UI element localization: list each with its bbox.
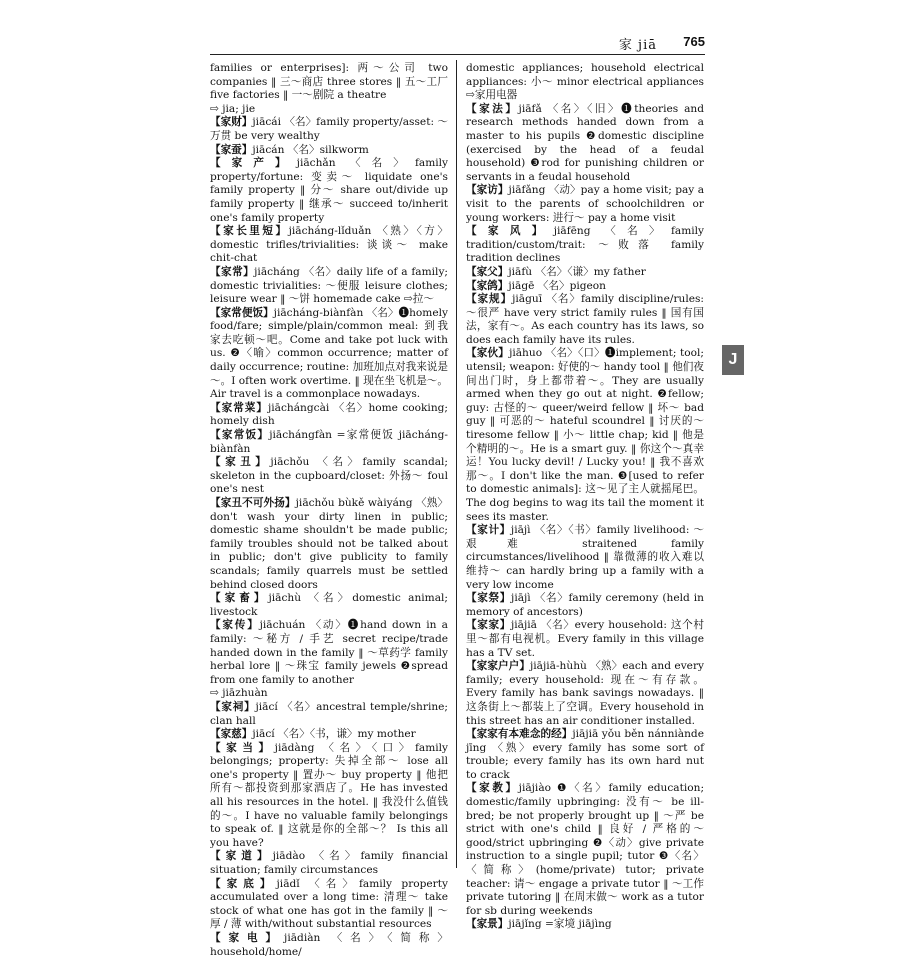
entry-definition: jiāfǎng 〈动〉pay a home visit; pay a visit to the parents of schoolchildren or young workers: 进行～ pay a home visit [466,184,705,224]
dictionary-entry [210,157,448,225]
entry-headword: 【家传】 [210,619,260,632]
entry-definition: ⇨ jiāzhuàn [210,687,268,700]
entry-definition: domestic appliances; household electrical appliances: 小～ minor electrical appliances ⇨家用电器 [466,62,704,102]
dictionary-entry [210,701,448,728]
dictionary-entry [210,307,448,402]
dictionary-entry [210,225,448,266]
left-column [210,62,448,959]
dictionary-entry [210,932,448,959]
dictionary-entry [210,687,448,701]
dictionary-entry [210,456,448,497]
dictionary-entry [210,103,448,117]
dictionary-entry [210,592,448,619]
entry-definition: jiācí 〈名〉ancestral temple/shrine; clan hall [210,700,448,727]
entry-headword: 【家当】 [210,741,275,754]
entry-headword: 【家产】 [210,157,297,170]
entry-headword: 【家家】 [466,619,511,632]
entry-definition: jiājì 〈名〉family ceremony (held in memory of ancestors) [466,592,704,618]
entry-definition: jiāhuo 〈名〉〈口〉❶implement; tool; utensil; weapon: 好使的～ handy tool ‖ 他们夜间出门时，身上都带着～。They are usually armed when they go out at night. ❷fellow; guy: 古怪的～ queer/weird fellow ‖ 坏～ bad guy ‖ 可恶的～ hateful scoundrel ‖ 讨厌的～ tiresome fellow ‖ 小～ little chap; kid ‖ 他是个精明的～。He is a smart guy. ‖ 你这个～真幸运！You lucky devil! / Lucky you! ‖ 我不喜欢那～。I don't like the man. ❸[used to refer to domestic animals]: 这～见了主人就摇尾巴。The dog begins to wag its tail the moment it sees its master. [466,347,704,523]
dictionary-entry [466,782,704,918]
entry-headword: 【家风】 [466,225,554,238]
entry-definition: jiācán 〈名〉silkworm [252,143,369,156]
dictionary-entry [210,742,448,851]
dictionary-entry [466,225,704,266]
dictionary-entry [466,62,704,103]
column-divider [456,60,457,868]
running-headword: 家 jiā [618,38,657,53]
entry-definition: jiājǐng =家境 jiājìng [508,918,612,931]
entry-definition: jiājiā yǒu běn nánniànde jīng 〈熟〉every family has some sort of trouble; every family has its own hard nut to crack [466,728,704,781]
dictionary-entry [210,62,448,103]
dictionary-entry [466,293,704,347]
running-header [210,28,705,55]
entry-headword: 【家电】 [210,932,285,944]
entry-definition: jiāchǒu bùkě wàiyáng 〈熟〉don't wash your dirty linen in public; domestic shame shouldn't be made public; family troubles should not be talked about in public; don't give publicity to family scandals; family quarrels must be settled behind closed doors [210,497,448,591]
dictionary-entry [466,103,704,185]
entry-headword: 【家常便饭】 [210,306,274,319]
dictionary-entry [466,347,704,524]
dictionary-entry [466,280,704,294]
entry-headword: 【家祭】 [466,592,512,605]
entry-definition: jiāchuán 〈动〉❶hand down in a family: ～秘方 / 手艺 secret recipe/trade handed down in the family ‖ ～草药学 family herbal lore ‖ ～珠宝 family jewels ❷spread from one family to another [210,619,448,686]
dictionary-entry [210,497,448,592]
entry-definition: jiājiào ❶〈名〉family education; domestic/family upbringing: 没有～ be ill-bred; be not properly brought up ‖ ～严 be strict with one's child ‖ 良好 / 严格的～ good/strict upbringing ❷〈动〉give private instruction to a single pupil; tutor ❸〈名〉〈简称〉(home/private) tutor; private teacher: 请～ engage a private tutor ‖ ～工作 private tutoring ‖ 在周末做～ work as a tutor for sb during weekends [466,782,705,917]
entry-definition: jiāchǒu 〈名〉family scandal; skeleton in the cupboard/closet: 外扬～ foul one's nest [210,456,449,496]
dictionary-entry [466,184,704,225]
entry-headword: 【家规】 [466,293,513,306]
entry-definition: jiāfù 〈名〉〈谦〉my father [508,265,646,278]
entry-definition: jiāchángfàn =家常便饭 jiācháng-biànfàn [210,429,448,455]
dictionary-entry [210,429,448,456]
entry-headword: 【家丑】 [210,456,271,469]
thumb-index-tab[interactable]: J [722,345,744,375]
dictionary-entry [210,619,448,687]
dictionary-entry [466,266,704,280]
entry-definition: jiāgē 〈名〉pigeon [508,279,606,292]
entry-headword: 【家畜】 [210,592,269,605]
entry-definition: jiādǐ 〈名〉family property accumulated over a long time: 清理～ take stock of what one has got in the family ‖ ～厚 / 薄 with/without substantial resources [210,877,448,931]
entry-definition: jiācháng-lǐduǎn 〈熟〉〈方〉domestic trifles/trivialities: 谈谈～ make chit-chat [210,225,448,265]
dictionary-entry [210,144,448,158]
entry-headword: 【家访】 [466,184,509,197]
entry-definition: jiādiàn 〈名〉〈简称〉household/home/ [210,932,448,958]
entry-definition: ⇨ jia; jie [210,102,256,115]
dictionary-entry [210,850,448,877]
dictionary-entry [466,592,704,619]
entry-headword: 【家常】 [210,265,255,278]
entry-definition: jiācháng 〈名〉daily life of a family; domestic trivialities: ～便服 leisure clothes; leisure wear ‖ ～饼 homemade cake ⇨拉～ [210,265,448,306]
entry-headword: 【家丑不可外扬】 [210,497,296,509]
entry-headword: 【家祠】 [210,700,256,713]
entry-definition: jiācháng-biànfàn 〈名〉❶homely food/fare; simple/plain/common meal: 到我家去吃顿～吧。Come and take pot luck with us. ❷〈喻〉common occurrence; matter of daily occurrence; routine: 加班加点对我来说是～。I often work overtime. ‖ 现在坐飞机是～。Air travel is a commonplace nowadays. [210,306,449,401]
entry-headword: 【家法】 [466,102,519,115]
entry-headword: 【家家户户】 [466,660,530,673]
dictionary-entry [466,918,704,932]
entry-headword: 【家蚕】 [210,143,253,156]
entry-headword: 【家长里短】 [210,225,289,238]
page-number: 765 [683,34,705,49]
entry-definition: jiājiā 〈名〉every household: 这个村里～都有电视机。Every family in this village has a TV set. [466,619,704,659]
dictionary-entry [466,619,704,660]
dictionary-entry [210,402,448,429]
entry-definition: jiācái 〈名〉family property/asset: ～万贯 be very wealthy [210,116,448,142]
entry-headword: 【家景】 [466,918,509,931]
entry-definition: jiādào 〈名〉family financial situation; family circumstances [210,850,449,877]
entry-definition: jiācí 〈名〉〈书，谦〉my mother [252,728,416,741]
dictionary-entry [210,878,448,932]
entry-headword: 【家道】 [210,850,273,863]
entry-headword: 【家常菜】 [210,401,268,414]
entry-headword: 【家计】 [466,524,511,537]
entry-definition: jiāchǎn 〈名〉family property/fortune: 变卖～ liquidate one's family property ‖ 分～ share out/divide up family property ‖ 继承～ succeed to/inherit one's family property [210,157,449,224]
dictionary-entry [466,524,704,592]
dictionary-entry [210,728,448,742]
dictionary-entry [210,116,448,143]
entry-headword: 【家底】 [210,877,277,890]
entry-definition: jiādàng 〈名〉〈口〉family belongings; property: 失掉全部～ lose all one's property ‖ 置办～ buy property ‖ 他把所有～都投资到那家酒店了。He has invested all his resources in the hotel. ‖ 我没什么值钱的～。I have no valuable family belongings to speak of. ‖ 这就是你的全部～？ Is this all you have? [210,741,448,849]
entry-definition: jiāguī 〈名〉family discipline/rules: ～很严 have very strict family rules ‖ 国有国法，家有～。As each country has its laws, so does each family have its rules. [466,293,704,346]
entry-headword: 【家财】 [210,116,253,129]
entry-headword: 【家鸽】 [466,279,509,292]
entry-headword: 【家常饭】 [210,429,270,442]
entry-definition: jiājì 〈名〉〈书〉family livelihood: ～艰难 straitened family circumstances/livelihood ‖ 靠微薄的收入难以维持～ can hardly bring up a family with a very low income [466,524,704,591]
right-column [466,62,704,932]
entry-definition: jiāchángcài 〈名〉home cooking; homely dish [210,401,448,428]
entry-headword: 【家伙】 [466,347,510,360]
dictionary-entry [466,728,704,782]
entry-headword: 【家慈】 [210,728,253,741]
entry-headword: 【家家有本难念的经】 [466,728,573,741]
entry-definition: jiāfēng 〈名〉family tradition/custom/trait: ～败落 family tradition declines [466,225,704,265]
entry-definition: jiāfǎ 〈名〉〈旧〉❶theories and research methods handed down from a master to his pupils ❷domestic discipline (exercised by the head of a feudal household) ❸rod for punishing children or servants in a feudal household [466,102,704,183]
entry-headword: 【家父】 [466,265,509,278]
dictionary-entry [466,660,704,728]
entry-headword: 【家教】 [466,782,519,795]
entry-definition: jiāchù 〈名〉domestic animal; livestock [210,592,448,618]
entry-definition: families or enterprises]: 两～公司 two companies ‖ 三～商店 three stores ‖ 五～工厂 five factories ‖ 一～剧院 a theatre [210,62,448,102]
entry-definition: jiājiā-hùhù 〈熟〉each and every family; every household: 现在～有存款。Every family has bank savings nowadays. ‖ 这条街上～都装上了空调。Every household in this street has an air conditioner installed. [466,660,704,727]
dictionary-page [210,28,720,958]
dictionary-entry [210,266,448,307]
